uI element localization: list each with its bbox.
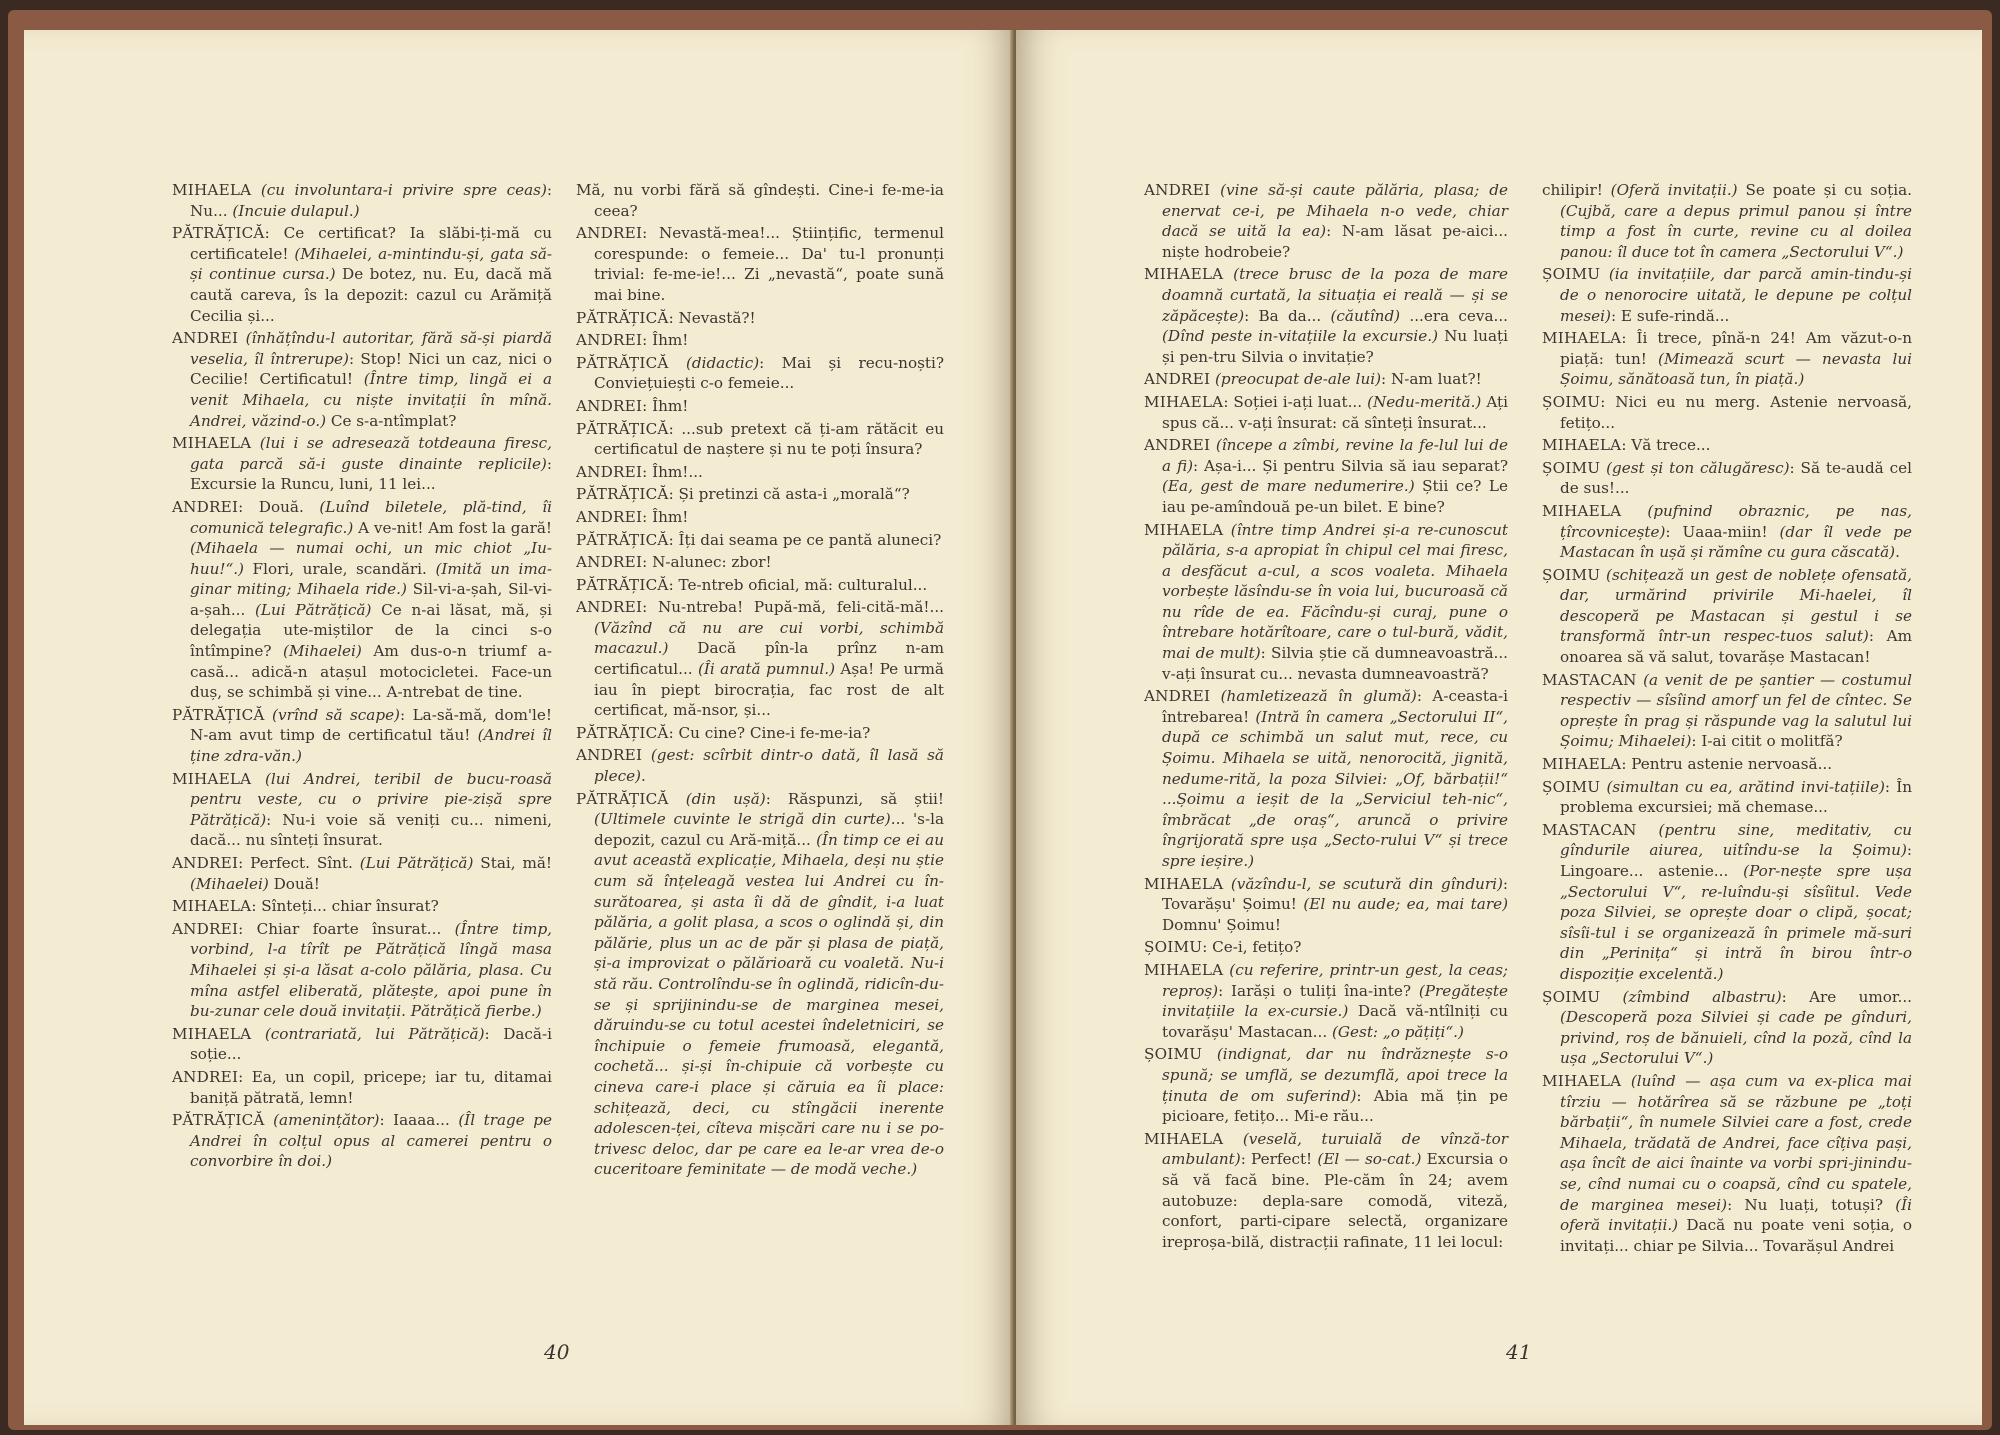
script-paragraph [576,396,944,417]
stage-direction: (Între timp, lingă ei a venit Mihaela, cu niște invitații în mînă. Andrei, văzind-o.) [190,370,552,430]
dialogue-text: : La-să-mă, dom'le! N-am avut timp de certificatul tău! [190,705,553,745]
dialogue-text: : În problema excursiei; mă chemase... [1560,777,1913,817]
dialogue-text: ... 's-la depozit, cazul cu Ară-miță... [594,810,945,849]
right-page-column-1 [1144,180,1508,1254]
dialogue-text: : Sînteți... chiar însurat? [251,897,439,916]
stage-direction: (Por-nește spre ușa „Sectorului V“, re-luîndu-și sîsîitul. Vede poza Silviei, se oprește doar o clipă, șocat; sîsîi-tul i se organizează în primele mă-suri din „Perinița“ și intră în birou într-o dispoziție excelentă.) [1560,862,1912,983]
dialogue-text: : Îhm! [642,396,689,415]
stage-direction: (Nedu-merită.) [1367,392,1482,411]
stage-direction: (Dînd peste in-vitațiile la excursie.) [1162,327,1438,346]
script-paragraph [576,180,944,221]
dialogue-text: : Ea, un copil, pricepe; iar tu, ditamai baniță pătrată, lemn! [190,1067,552,1107]
script-paragraph [1542,820,1912,985]
stage-direction: (cu referire, printr-un gest, la ceas; reproș) [1162,960,1508,1000]
stage-direction: (Văzînd că nu are cui vorbi, schimbă macazul.) [594,618,944,658]
speaker-name: ȘOIMU [1144,938,1203,957]
dialogue-text: : Nu luați, totuși? [1727,1195,1896,1214]
stage-direction: (Îi oferă invitații.) [1560,1195,1912,1235]
dialogue-text: : Iarăși o tuliți îna-inte? [1218,981,1419,1000]
speaker-name: MIHAELA [1542,329,1622,348]
stage-direction: (Mimează scurt — nevasta lui Șoimu, sănătoasă tun, în piață.) [1560,349,1912,389]
speaker-name: ȘOIMU [1542,458,1601,477]
script-paragraph [1542,435,1912,456]
script-paragraph [576,507,944,528]
script-paragraph [1542,565,1912,668]
script-paragraph [576,419,944,460]
dialogue-text: Am dus-o-n triumf a-casă... adică-n atașul motocicletei. Face-un duș, se schimbă și vine... A-ntrebat de tine. [190,642,552,702]
stage-direction: (între timp Andrei și-a re-cunoscut pălăria, s-a apropiat în chipul cel mai firesc, a desfăcut a-cul, a scos voaleta. Mihaela vorbește lăsîndu-se în voia lui, bucuroasă că nu rîde de ea. Făcîndu-și curaj, pune o întrebare hotărîtoare, care o tul-bură, vădit, mai de mult) [1162,520,1508,663]
speaker-name: ȘOIMU [1542,392,1601,411]
dialogue-text: : Și pretinzi că asta-i „morală“? [668,485,910,504]
speaker-name: ANDREI [172,854,239,872]
speaker-name: PĂTRĂȚICĂ [576,485,669,504]
speaker-name: ANDREI [576,598,643,617]
dialogue-text: : Soției i-ați luat... [1223,392,1368,411]
script-paragraph [1144,520,1508,685]
stage-direction: (Mihaelei) [283,642,362,661]
dialogue-text: : Să te-audă cel de sus!... [1560,458,1912,498]
speaker-name: ANDREI [1144,687,1211,706]
dialogue-text: : Îhm!... [642,462,703,481]
script-paragraph [1144,264,1508,367]
stage-direction: (ia invitațiile, dar parcă amin-tindu-și de o nenorocire uitată, le depune pe colțul mesei) [1560,265,1912,325]
speaker-name: MIHAELA [1542,1071,1622,1090]
stage-direction: (hamletizează în glumă) [1210,687,1417,706]
dialogue-text: Dacă nu poate veni soția, o invitați... chiar pe Silvia... Tovarășul Andrei [1560,1216,1912,1255]
stage-direction: (Între timp, vorbind, l-a tîrît pe Pătrățică lîngă masa Mihaelei și și-a lăsat a-colo pălăria, plasa. Cu mîna astfel eliberată, plătește, apoi pune în bu-zunar cele două invitații. Pătrățică fierbe.) [190,919,553,1021]
stage-direction: (indignat, dar nu îndrăznește s-o spună; se umflă, se dezumflă, apoi trece la ținuta de om suferind) [1162,1045,1508,1105]
dialogue-text: : I-ai citit o molitfă? [1691,732,1843,751]
dialogue-text: Dacă pîn-la prînz n-am certificatul... [594,639,944,679]
stage-direction: (începe a zîmbi, revine la fe-lul lui de a fi) [1162,436,1508,475]
stage-direction: (didactic) [668,353,760,372]
speaker-name: MIHAELA [1144,960,1224,979]
speaker-name: ANDREI [576,396,643,415]
dialogue-text: Așa! Pe urmă iau în piept birocrația, fac rost de alt certificat, mă-nsor, și... [594,660,944,720]
dialogue-text: : N-am luat?! [1381,370,1482,389]
dialogue-text: De botez, nu. Eu, dacă mă caută careva, îs la depozit: cazul cu Arămiță Cecilia și... [190,265,553,325]
dialogue-text: : Mai și recu-noști? Conviețuiești c-o femeie... [594,353,944,393]
stage-direction: (Ultimele cuvinte le strigă din curte) [594,810,891,829]
script-paragraph [576,462,944,483]
script-paragraph [1144,180,1508,262]
stage-direction: (gest și ton călugăresc) [1600,458,1790,477]
dialogue-text: : Iaaaa... [379,1111,459,1130]
script-paragraph [1144,960,1508,1042]
dialogue-text: Dacă vă-ntîlniți cu tovarășu' Mastacan... [1162,1002,1508,1041]
dialogue-text: Sil-vi-a-șah, Sil-vi-a-șah... [190,580,552,619]
speaker-name: ANDREI [172,497,239,516]
left-page-column-1 [172,180,552,1174]
dialogue-text: Mă, nu vorbi fără să gîndești. Cine-i fe-me-ia ceea? [576,181,944,220]
stage-direction: (amenințător) [264,1111,380,1130]
speaker-name: ANDREI [576,507,643,526]
script-paragraph [576,723,944,744]
stage-direction: (înhățîndu-l autoritar, fără să-și piardă veselia, îl întrerupe) [190,329,552,368]
dialogue-text: . [641,767,646,786]
script-paragraph [1144,937,1508,958]
stage-direction: (Incuie dulapul.) [232,201,360,220]
speaker-name: PĂTRĂȚICĂ [576,789,669,808]
speaker-name: ȘOIMU [1542,565,1601,584]
dialogue-text: : Nu-i voie să veniți cu... nimeni, dacă... nu sînteți însurat. [190,810,552,850]
speaker-name: PĂTRĂȚICĂ [172,705,265,724]
dialogue-text: : Are umor... [1781,987,1912,1006]
script-paragraph [172,1110,552,1172]
speaker-name: PĂTRĂȚICĂ [172,1111,265,1130]
dialogue-text: : Tovarășu' Șoimu! [1162,874,1508,914]
script-paragraph [172,180,552,221]
dialogue-text: : Nu... [190,181,552,220]
script-paragraph [172,433,552,495]
dialogue-text: : Îhm! [642,331,689,350]
dialogue-text: Se poate și cu soția. [1737,181,1912,199]
dialogue-text: : Așa-i... Și pentru Silvia să iau separat? [1193,456,1509,475]
script-paragraph [1542,670,1912,752]
stage-direction: (El — so-cat.) [1317,1150,1422,1169]
speaker-name: MIHAELA [1144,392,1224,411]
script-paragraph [576,575,944,596]
dialogue-text: : Nu-ntreba! Pupă-mă, feli-cită-mă!... [642,598,944,617]
script-paragraph [172,1067,552,1108]
dialogue-text: : Am onoarea să vă salut, tovarășe Mastacan! [1560,627,1912,667]
script-paragraph [1542,392,1912,433]
dialogue-text: Ce s-a-ntîmplat? [326,411,457,430]
speaker-name: PĂTRĂȚICĂ [576,530,669,549]
dialogue-text: Ați spus că... v-ați însurat: că sînteți însurat... [1162,392,1508,432]
script-paragraph [576,353,944,394]
dialogue-text: : Îhm! [642,507,689,526]
script-paragraph [1144,435,1508,517]
stage-direction: (Mihaelei) [190,874,269,893]
dialogue-text: : Silvia știe că dumneavoastră... v-ați însurat cu... nevasta dumneavoastră? [1162,644,1509,683]
stage-direction: (gest: scîrbit dintr-o dată, îl lasă să plece) [594,746,944,786]
speaker-name: PĂTRĂȚICĂ [576,308,669,327]
script-paragraph [1542,328,1912,390]
speaker-name: MASTACAN [1542,670,1637,689]
page-right [1016,30,1982,1425]
speaker-name: MIHAELA [1144,1129,1224,1148]
dialogue-text: : Ce-i, fetițo? [1202,938,1302,957]
script-paragraph [576,597,944,721]
dialogue-text: : Nevastă-mea!... Științific, termenul corespunde: o femeie... Da' tu-l pronunți trivial: fe-me-ie!... Zi „nevastă“, poate sună mai bine. [594,224,944,304]
speaker-name: ANDREI [1144,436,1211,455]
dialogue-text: : E sufe-rindă... [1610,306,1730,325]
script-paragraph [576,789,944,1180]
stage-direction: (Luînd biletele, plă-tind, îi comunică telegrafic.) [190,497,552,537]
dialogue-text: : Îți dai seama pe ce pantă aluneci? [668,530,942,549]
stage-direction: (luînd — așa cum va ex-plica mai tîrziu — hotărîrea să se răzbune pe „toți bărbații“, în numele Silviei care a fost, crede Mihaela, trădată de Andrei, face cîțiva pași, așa încît de aici înainte va vorbi spri-jinindu-se, cînd numai cu o coapsă, cînd cu spatele, de marginea mesei) [1560,1071,1912,1214]
dialogue-text: : Lingoare... astenie... [1560,841,1912,880]
dialogue-text: A ve-nit! Am fost la gară! [353,518,552,537]
speaker-name: MIHAELA [1542,436,1622,455]
speaker-name: PĂTRĂȚICĂ [172,224,265,243]
script-paragraph [576,530,944,551]
stage-direction: (pufnind obraznic, pe nas, țîrcovnicește) [1560,501,1912,541]
dialogue-text: Două! [268,874,320,893]
page-left [24,30,1014,1425]
stage-direction: (căutînd) [1330,306,1401,325]
speaker-name: MASTACAN [1542,820,1637,839]
script-paragraph [576,330,944,351]
dialogue-text: : Nevastă?! [668,308,756,327]
script-paragraph [1144,369,1508,390]
dialogue-text: : Dacă-i soție... [190,1024,552,1064]
speaker-name: ȘOIMU [1542,265,1601,284]
script-paragraph [1542,180,1912,262]
dialogue-text: : Perfect. Sînt. [238,854,360,872]
speaker-name: PĂTRĂȚICĂ [576,353,669,372]
speaker-name: MIHAELA [172,1024,252,1043]
speaker-name: MIHAELA [172,769,252,788]
script-paragraph [576,552,944,573]
stage-direction: (preocupat de-ale lui) [1210,370,1382,389]
speaker-name: MIHAELA [1542,501,1622,520]
dialogue-text: : Răspunzi, să știi! [765,789,945,808]
stage-direction: (Lui Pătrățică) [359,854,474,872]
stage-direction: (a venit de pe șantier — costumul respectiv — sîsîind amorf un fel de cîntec. Se oprește în prag și răspunde vag la salutul lui Șoimu; Mihaelei) [1560,670,1912,751]
dialogue-text: : Stop! Nici un caz, nici o Cecilie! Certificatul! [190,349,553,389]
dialogue-text: : Ce certificat? Ia slăbi-ți-mă cu certificatele! [190,224,552,263]
stage-direction: (cu involuntara-i privire spre ceas) [251,181,547,199]
stage-direction: (zîmbind albastru) [1600,987,1782,1006]
stage-direction: (veselă, turuială de vînză-tor ambulant) [1162,1129,1508,1169]
speaker-name: MIHAELA [1542,755,1622,774]
left-page-column-2 [576,180,944,1182]
stage-direction: (trece brusc de la poza de mare doamnă curtată, la situația ei reală — și se zăpăcește) [1162,265,1508,325]
dialogue-text: : Nici eu nu merg. Astenie nervoasă, fetițo... [1560,392,1912,432]
stage-direction: (Intră în camera „Sectorului II“, după ce schimbă un salut mut, rece, cu Șoimu. Mihaela se uită, nenorocită, jignită, nedume-rită, la poza Silviei: „Of, bărbații!“ ...Șoimu a ieșit de la „Serviciul teh-nic“, îmbrăcat „de oraș“, aruncă o privire îngrijorată spre ușa „Secto-rului V“ și trece spre ieșire.) [1162,707,1508,870]
stage-direction: (Oferă invitații.) [1610,181,1738,199]
dialogue-text: : N-alunec: zbor! [642,553,772,572]
script-paragraph [1542,1071,1912,1256]
script-paragraph [1144,686,1508,871]
speaker-name: MIHAELA [172,434,252,453]
speaker-name: ANDREI [172,329,239,348]
script-paragraph [172,223,552,326]
dialogue-text: : Vă trece... [1621,436,1711,455]
stage-direction: (Pregătește invitațiile la ex-cursie.) [1162,981,1508,1021]
stage-direction: (El nu aude; ea, mai tare) [1303,895,1509,914]
dialogue-text: Flori, urale, scandări. [243,559,436,578]
script-paragraph [172,919,552,1022]
speaker-name: ANDREI [1144,370,1211,389]
dialogue-text: : Uaaa-miin! [1665,522,1780,541]
script-paragraph [172,705,552,767]
dialogue-text: : Ba da... [1244,306,1331,325]
speaker-name: ANDREI [172,1067,239,1086]
dialogue-text: : A-ceasta-i întrebarea! [1162,687,1508,726]
right-page-column-2 [1542,180,1912,1258]
dialogue-text: : Excursie la Runcu, luni, 11 lei... [190,454,552,494]
script-paragraph [576,745,944,786]
script-paragraph [1144,1129,1508,1253]
script-paragraph [172,497,552,703]
stage-direction: (Ea, gest de mare nedumerire.) [1162,477,1415,496]
dialogue-text: : ...sub pretext că ți-am rătăcit eu certificatul de naștere și nu te poți însura? [594,419,944,459]
dialogue-text: : Te-ntreb oficial, mă: culturalul... [668,575,928,594]
script-paragraph [172,328,552,431]
speaker-name: ȘOIMU [1144,1045,1203,1064]
speaker-name: ANDREI [576,553,643,572]
dialogue-text: Excursia o să vă facă bine. Ple-căm în 24; avem autobuze: depla-sare comodă, viteză, confort, parti-cipare selectă, organizare ireproșa-bilă, distracții rafinate, 11 lei locul: [1162,1150,1508,1251]
dialogue-text: : Abia mă țin pe picioare, fetițo... Mi-e rău... [1162,1086,1508,1126]
speaker-name: ȘOIMU [1542,987,1601,1006]
dialogue-text: Ce n-ai lăsat, mă, și delegația ute-miștilor de la cinci s-o întîmpine? [190,600,552,661]
stage-direction: (Mihaelei, a-mintindu-și, gata să-și continue cursa.) [190,244,553,284]
stage-direction: (din ușă) [668,789,766,808]
stage-direction: (Gest: „o pățiți“.) [1331,1022,1464,1041]
stage-direction: (vine să-și caute pălăria, plasa; de enervat ce-i, pe Mihaela n-o vede, chiar dacă se uită la ea) [1162,181,1508,241]
script-paragraph [1144,874,1508,936]
script-paragraph [576,484,944,505]
speaker-name: ANDREI [576,224,643,243]
speaker-name: PĂTRĂȚICĂ [576,419,669,438]
dialogue-text: : Chiar foarte însurat... [238,919,455,938]
dialogue-text: Știi ce? Le iau pe-amîndouă pe-un bilet. E bine? [1162,477,1508,516]
stage-direction: (vrînd să scape) [264,705,400,724]
speaker-name: MIHAELA [1144,520,1224,539]
stage-direction: (Descoperă poza Silviei și cade pe gînduri, privind, roș de bănuieli, cînd la poză, cînd la ușa „Sectorului V“.) [1560,1008,1912,1068]
script-paragraph [172,1024,552,1065]
speaker-name: ANDREI [576,331,643,350]
stage-direction: (contrariată, lui Pătrățică) [251,1024,485,1043]
page-number: 41 [1506,1340,1532,1364]
script-paragraph [1542,264,1912,326]
speaker-name: PĂTRĂȚICĂ [576,723,669,742]
script-paragraph [1144,392,1508,433]
stage-direction: (văzîndu-l, se scutură din gînduri) [1223,874,1503,893]
stage-direction: (simultan cu ea, arătind invi-tațiile) [1600,777,1885,796]
script-paragraph [1542,458,1912,499]
dialogue-text: ...era ceva... [1400,306,1508,325]
page-number: 40 [544,1340,570,1364]
dialogue-text: . [1895,543,1900,562]
speaker-name: ANDREI [576,746,643,765]
speaker-name: ANDREI [1144,181,1211,199]
script-paragraph [172,769,552,851]
speaker-name: MIHAELA [1144,265,1224,284]
dialogue-text: Nu luați și pen-tru Silvia o invitație? [1162,327,1508,366]
stage-direction: (Lui Pătrățică) [255,600,372,619]
stage-direction: (schițează un gest de noblețe ofensată, dar, urmărind privirile Mi-haelei, îl descoperă pe Mastacan și gestul i se transformă într-un respec-tuos salut) [1560,565,1912,646]
dialogue-text: : Pentru astenie nervoasă... [1621,755,1833,774]
script-paragraph [1542,777,1912,818]
stage-direction: (Andrei îl ține zdra-văn.) [190,726,552,766]
stage-direction: (lui Andrei, teribil de bucu-roasă pentru veste, cu o privire pie-zișă spre Pătrățică) [190,769,552,829]
speaker-name: MIHAELA [1144,874,1224,893]
script-paragraph [576,308,944,329]
script-paragraph [1542,754,1912,775]
script-paragraph [1542,987,1912,1069]
dialogue-text: Stai, mă! [473,854,552,872]
dialogue-text: : Cu cine? Cine-i fe-me-ia? [668,723,871,742]
script-paragraph [172,853,552,894]
stage-direction: (Imită un ima-ginar miting; Mihaela ride.) [190,559,552,599]
speaker-name: ANDREI [576,462,643,481]
stage-direction: (pentru sine, meditativ, cu gîndurile aiurea, uitîndu-se la Șoimu) [1560,820,1912,860]
dialogue-text: chilipir! [1542,181,1611,199]
dialogue-text: : Două. [238,497,320,516]
stage-direction: (În timp ce ei au avut această explicație, Mihaela, deși nu știe cum să înțeleagă vestea lui Andrei cu în-surătoarea, și asta îi dă de gîndit, i-a luat pălăria, a golit plasa, a scos o oglindă și, din pălărie, plus un ac de păr și plasa de piață, și-a improvizat o pălărioară cu voaletă. Nu-i stă rău. Controlîndu-se în oglindă, ridicîn-du-se și sprijinindu-se de marginea mesei, dăruindu-se cu totul acestei îndeletniciri, se închipuie o femeie frumoasă, elegantă, cochetă... și-și în-chipuie că vorbește cu cineva care-i place și căruia ea îi place: schițează, deci, cu stîngăcii inerente adolescen-ței, cîteva mișcări care nu i se po-trivesc deloc, dar pe care ea le-ar vrea de-o cuceritoare feminitate — de modă veche.) [594,830,945,1179]
speaker-name: ANDREI [172,919,239,938]
speaker-name: MIHAELA [172,897,252,916]
script-paragraph [1144,1044,1508,1126]
stage-direction: (Îl trage pe Andrei în colțul opus al camerei pentru o convorbire în doi.) [190,1111,552,1171]
dialogue-text: Domnu' Șoimu! [1162,915,1281,934]
speaker-name: ȘOIMU [1542,777,1601,796]
speaker-name: PĂTRĂȚICĂ [576,575,669,594]
stage-direction: (Îi arată pumnul.) [697,660,836,679]
script-paragraph [576,223,944,305]
script-paragraph [172,896,552,917]
dialogue-text: : Îi trece, pînă-n 24! Am văzut-o-n piață: tun! [1560,329,1912,368]
dialogue-text: : N-am lăsat pe-aici... niște hodrobeie? [1162,222,1508,261]
stage-direction: (dar îl vede pe Mastacan în ușă și rămîne cu gura căscată) [1560,522,1912,562]
stage-direction: (Mihaela — numai ochi, un mic chiot „Iu-huu!“.) [190,539,552,578]
speaker-name: MIHAELA [172,181,252,199]
stage-direction: (lui i se adresează totdeauna firesc, gata parcă să-i guste dinainte replicile) [190,434,552,473]
script-paragraph [1542,501,1912,563]
stage-direction: (Cujbă, care a depus primul panou și între timp a fost în curte, revine cu al doilea panou: îl duce tot în camera „Sectorului V“.) [1560,201,1912,261]
dialogue-text: : Perfect! [1240,1150,1318,1169]
